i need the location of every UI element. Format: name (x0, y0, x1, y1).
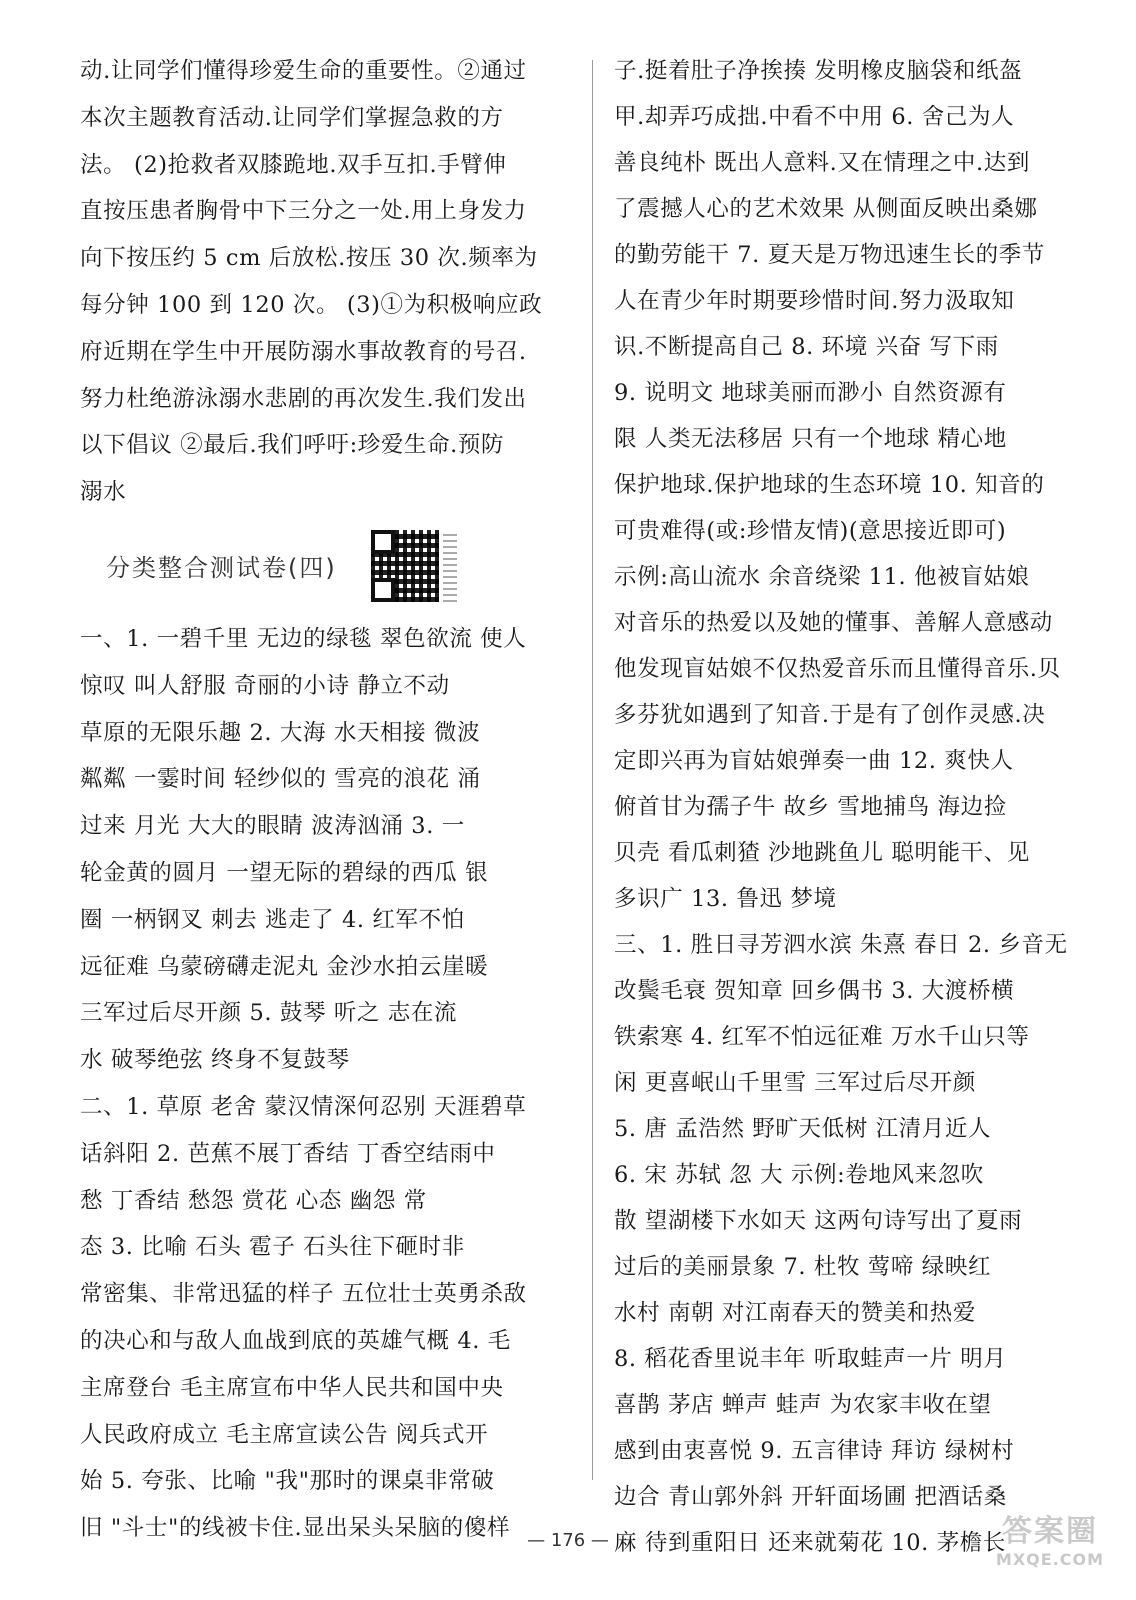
section-title: 分类整合测试卷(四) (106, 554, 337, 583)
text-line: 本次主题教育活动.让同学们掌握急救的方 (80, 104, 504, 131)
text-line: 草原的无限乐趣 2. 大海 水天相接 微波 (80, 719, 481, 746)
text-line: 保护地球.保护地球的生态环境 10. 知音的 (614, 472, 1045, 498)
text-line: 8. 稻花香里说丰年 听取蛙声一片 明月 (614, 1346, 1007, 1372)
left-text-block-top (80, 48, 580, 516)
qr-code-icon (371, 530, 439, 602)
text-line: 人民政府成立 毛主席宣读公告 阅兵式开 (80, 1421, 489, 1448)
text-line: 以下倡议 ②最后.我们呼吁:珍爱生命.预防 (80, 432, 505, 459)
section-header (80, 516, 580, 616)
text-line: 多芬犹如遇到了知音.于是有了创作灵感.决 (614, 702, 1046, 728)
text-line: 9. 说明文 地球美丽而渺小 自然资源有 (614, 380, 1007, 406)
text-line: 常密集、非常迅猛的样子 五位壮士英勇杀敌 (80, 1281, 527, 1308)
text-line: 对音乐的热爱以及她的懂事、善解人意感动 (614, 610, 1053, 636)
text-line: 定即兴再为盲姑娘弹奏一曲 12. 爽快人 (614, 748, 1014, 774)
text-line: 每分钟 100 到 120 次。 (3)①为积极响应政 (80, 291, 543, 318)
text-line: 向下按压约 5 cm 后放松.按压 30 次.频率为 (80, 245, 538, 272)
text-line: 惊叹 叫人舒服 奇丽的小诗 静立不动 (80, 672, 450, 699)
text-line: 直按压患者胸骨中下三分之一处.用上身发力 (80, 198, 527, 225)
text-line: 他发现盲姑娘不仅热爱音乐而且懂得音乐.贝 (614, 656, 1061, 682)
text-line: 5. 唐 孟浩然 野旷天低树 江清月近人 (614, 1116, 992, 1142)
text-line: 感到由衷喜悦 9. 五言律诗 拜访 绿树村 (614, 1438, 1015, 1464)
text-line: 俯首甘为孺子牛 故乡 雪地捕鸟 海边捡 (614, 794, 1007, 820)
text-line: 散 望湖楼下水如天 这两句诗写出了夏雨 (614, 1208, 1023, 1234)
text-line: 多识广 13. 鲁迅 梦境 (614, 886, 837, 912)
text-line: 努力杜绝游泳溺水悲剧的再次发生.我们发出 (80, 385, 527, 412)
watermark-bottom: MXQE.COM (995, 1550, 1105, 1569)
text-line: 子.挺着肚子净挨揍 发明橡皮脑袋和纸盔 (614, 58, 1023, 84)
text-line: 过来 月光 大大的眼睛 波涛汹涌 3. 一 (80, 813, 465, 840)
text-line: 边合 青山郭外斜 开轩面场圃 把酒话桑 (614, 1484, 1007, 1510)
text-line: 识.不断提高自己 8. 环境 兴奋 写下雨 (614, 334, 999, 360)
text-line: 态 3. 比喻 石头 雹子 石头往下砸时非 (80, 1234, 465, 1261)
text-line: 人在青少年时期要珍惜时间.努力汲取知 (614, 288, 1015, 314)
text-line: 喜鹊 茅店 蝉声 蛙声 为农家丰收在望 (614, 1392, 992, 1418)
text-line: 6. 宋 苏轼 忽 大 示例:卷地风来忽吹 (614, 1162, 984, 1188)
text-line: 善良纯朴 既出人意料.又在情理之中.达到 (614, 150, 1030, 176)
text-line: 府近期在学生中开展防溺水事故教育的号召. (80, 338, 527, 365)
text-line: 闲 更喜岷山千里雪 三军过后尽开颜 (614, 1070, 977, 1096)
text-line: 话斜阳 2. 芭蕉不展丁香结 丁香空结雨中 (80, 1140, 496, 1167)
text-line: 示例:高山流水 余音绕梁 11. 他被盲姑娘 (614, 564, 1030, 590)
left-text-block-bottom (80, 616, 580, 1552)
text-line: 限 人类无法移居 只有一个地球 精心地 (614, 426, 1007, 452)
text-line: 轮金黄的圆月 一望无际的碧绿的西瓜 银 (80, 859, 489, 886)
text-line: 三军过后尽开颜 5. 鼓琴 听之 志在流 (80, 1000, 458, 1027)
text-line: 动.让同学们懂得珍爱生命的重要性。②通过 (80, 58, 527, 84)
text-line: 甲.却弄巧成拙.中看不中用 6. 舍己为人 (614, 104, 1015, 130)
right-column (614, 48, 1092, 1566)
text-line: 麻 待到重阳日 还来就菊花 10. 茅檐长 (614, 1530, 1006, 1556)
text-line: 远征难 乌蒙磅礴走泥丸 金沙水拍云崖暖 (80, 953, 489, 980)
qr-caption-icon (443, 530, 457, 602)
text-line: 贝壳 看瓜刺猹 沙地跳鱼儿 聪明能干、见 (614, 840, 1030, 866)
text-line: 水 破琴绝弦 终身不复鼓琴 (80, 1047, 350, 1074)
watermark-top: 答案圈 (1002, 1514, 1098, 1549)
text-line: 法。 (2)抢救者双膝跪地.双手互扣.手臂伸 (80, 151, 507, 178)
text-line: 溺水 (80, 479, 127, 506)
text-line: 粼粼 一霎时间 轻纱似的 雪亮的浪花 涌 (80, 766, 481, 793)
watermark-logo (990, 1506, 1110, 1586)
column-divider (592, 60, 593, 1480)
text-line: 一、1. 一碧千里 无边的绿毯 翠色欲流 使人 (80, 625, 527, 652)
text-line: 水村 南朝 对江南春天的赞美和热爱 (614, 1300, 977, 1326)
text-line: 三、1. 胜日寻芳泗水滨 朱熹 春日 2. 乡音无 (614, 932, 1068, 958)
text-line: 铁索寒 4. 红军不怕远征难 万水千山只等 (614, 1024, 1030, 1050)
text-line: 可贵难得(或:珍惜友情)(意思接近即可) (614, 518, 1007, 544)
text-line: 改鬓毛衰 贺知章 回乡偶书 3. 大渡桥横 (614, 978, 1015, 1004)
text-line: 圈 一柄钢叉 刺去 逃走了 4. 红军不怕 (80, 906, 465, 933)
text-line: 旧 "斗士"的线被卡住.显出呆头呆脑的傻样 (80, 1515, 511, 1542)
text-line: 过后的美丽景象 7. 杜牧 莺啼 绿映红 (614, 1254, 992, 1280)
text-line: 的勤劳能干 7. 夏天是万物迅速生长的季节 (614, 242, 1045, 268)
text-line: 始 5. 夸张、比喻 "我"那时的课桌非常破 (80, 1468, 495, 1495)
text-line: 的决心和与敌人血战到底的英雄气概 4. 毛 (80, 1327, 511, 1354)
left-column (80, 48, 580, 1552)
page-number: — 176 — (527, 1530, 609, 1551)
text-line: 愁 丁香结 愁怨 赏花 心态 幽怨 常 (80, 1187, 427, 1214)
text-line: 二、1. 草原 老舍 蒙汉情深何忍别 天涯碧草 (80, 1093, 527, 1120)
text-line: 主席登台 毛主席宣布中华人民共和国中央 (80, 1374, 504, 1401)
text-line: 了震撼人心的艺术效果 从侧面反映出桑娜 (614, 196, 1038, 222)
